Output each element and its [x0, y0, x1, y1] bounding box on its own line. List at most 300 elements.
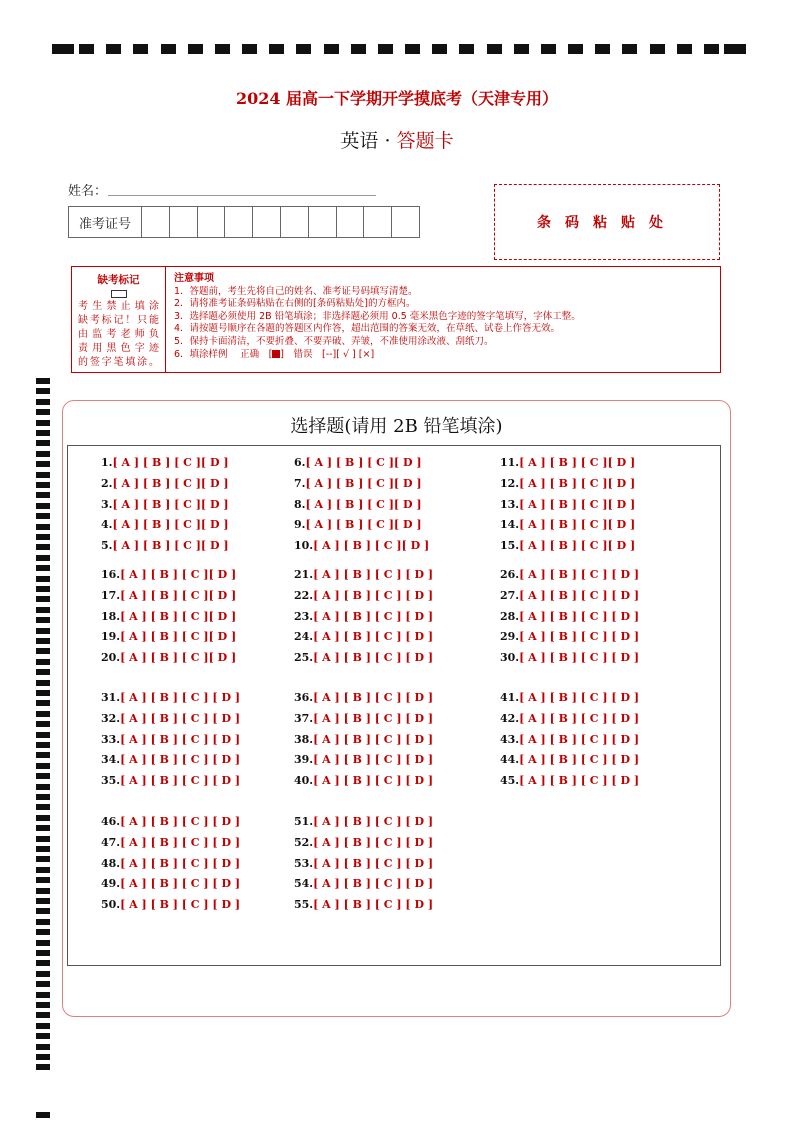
absent-heading: 缺考标记	[97, 274, 140, 286]
alignment-mark	[36, 409, 50, 415]
answer-options[interactable]: [ A ] [ B ] [ C ] [ D ]	[120, 774, 241, 788]
question-1[interactable]	[101, 456, 229, 469]
note-item-1: 1．答题前，考生先将自己的姓名、准考证号码填写清楚。	[174, 285, 418, 297]
alignment-mark	[36, 950, 50, 956]
question-number: 51.	[294, 815, 314, 828]
question-number: 16.	[101, 568, 121, 581]
question-number: 3.	[101, 497, 113, 511]
notes-panel	[166, 267, 720, 372]
question-45[interactable]	[500, 774, 639, 787]
question-22[interactable]	[294, 589, 433, 602]
exam-id-cell[interactable]	[225, 207, 253, 237]
alignment-mark	[36, 1064, 50, 1070]
alignment-mark	[36, 721, 50, 727]
card-label: 答题卡	[396, 130, 454, 152]
exam-id-cell[interactable]	[337, 207, 365, 237]
alignment-mark	[568, 44, 583, 54]
answer-options[interactable]: [ A ] [ B ] [ C ] [ D ]	[519, 651, 640, 665]
exam-id-cell[interactable]	[170, 207, 198, 237]
answer-options[interactable]: [ A ] [ B ] [ C ][ D ]	[313, 539, 430, 553]
question-46[interactable]	[101, 815, 240, 828]
question-35[interactable]	[101, 774, 240, 787]
alignment-mark	[36, 1054, 50, 1060]
answer-options[interactable]: [ A ] [ B ] [ C ][ D ]	[305, 476, 422, 490]
answer-options[interactable]: [ A ] [ B ] [ C ][ D ]	[519, 497, 636, 511]
question-number: 23.	[294, 609, 314, 623]
alignment-mark	[595, 44, 610, 54]
question-18[interactable]	[101, 610, 236, 623]
question-42[interactable]	[500, 712, 639, 725]
question-number: 21.	[294, 568, 314, 581]
choice-answer-grid	[67, 445, 721, 966]
alignment-mark	[36, 607, 50, 613]
question-number: 27.	[500, 588, 520, 602]
alignment-mark	[36, 856, 50, 862]
question-32[interactable]	[101, 712, 240, 725]
answer-options[interactable]: [ A ] [ B ] [ C ][ D ]	[120, 588, 237, 602]
answer-options[interactable]: [ A ] [ B ] [ C ] [ D ]	[519, 732, 640, 746]
alignment-mark	[36, 815, 50, 821]
alignment-mark	[36, 565, 50, 571]
question-number: 1.	[101, 456, 113, 469]
question-40[interactable]	[294, 774, 433, 787]
alignment-mark	[36, 482, 50, 488]
exam-id-cells	[142, 207, 419, 237]
question-number: 9.	[294, 518, 306, 532]
question-number: 13.	[500, 497, 520, 511]
answer-options[interactable]: [ A ] [ B ] [ C ][ D ]	[120, 568, 237, 581]
alignment-mark	[36, 929, 50, 935]
answer-options[interactable]: [ A ] [ B ] [ C ] [ D ]	[519, 774, 640, 788]
answer-options[interactable]: [ A ] [ B ] [ C ][ D ]	[112, 456, 229, 469]
alignment-mark	[36, 461, 50, 467]
question-number: 10.	[294, 539, 314, 553]
answer-options[interactable]: [ A ] [ B ] [ C ] [ D ]	[120, 732, 241, 746]
alignment-mark	[36, 794, 50, 800]
alignment-mark	[36, 628, 50, 634]
absent-mark-panel	[72, 267, 166, 372]
absent-desc-3: 由监考老师负	[78, 329, 159, 340]
question-19[interactable]	[101, 630, 236, 643]
question-number: 49.	[101, 877, 121, 891]
question-number: 5.	[101, 539, 113, 553]
question-21[interactable]	[294, 568, 433, 581]
question-50[interactable]	[101, 898, 240, 911]
answer-options[interactable]: [ A ] [ B ] [ C ] [ D ]	[120, 898, 241, 912]
card-subtitle	[0, 126, 794, 153]
question-38[interactable]	[294, 733, 433, 746]
answer-options[interactable]: [ A ] [ B ] [ C ] [ D ]	[519, 711, 640, 725]
answer-options[interactable]: [ A ] [ B ] [ C ] [ D ]	[120, 753, 241, 767]
note-item-2: 2．请将准考证条码粘贴在右侧的[条码粘贴处]的方框内。	[174, 298, 416, 310]
question-number: 28.	[500, 609, 520, 623]
alignment-mark	[724, 44, 746, 54]
absent-desc-5: 的签字笔填涂。	[78, 357, 159, 368]
question-28[interactable]	[500, 610, 639, 623]
answer-options[interactable]: [ A ] [ B ] [ C ][ D ]	[519, 476, 636, 490]
answer-options[interactable]: [ A ] [ B ] [ C ][ D ]	[112, 476, 229, 490]
alignment-mark	[36, 576, 50, 582]
question-number: 2.	[101, 476, 113, 490]
top-alignment-marks	[52, 44, 746, 56]
alignment-mark	[459, 44, 474, 54]
subtitle-separator: ·	[384, 130, 391, 152]
question-36[interactable]	[294, 691, 433, 704]
alignment-mark	[36, 888, 50, 894]
question-30[interactable]	[500, 651, 639, 664]
question-number: 50.	[101, 898, 121, 912]
alignment-mark	[36, 836, 50, 842]
question-29[interactable]	[500, 630, 639, 643]
question-number: 39.	[294, 753, 314, 767]
exam-id-cell[interactable]	[198, 207, 226, 237]
alignment-mark	[215, 44, 230, 54]
answer-options[interactable]: [ A ] [ B ] [ C ] [ D ]	[313, 835, 434, 849]
answer-options[interactable]: [ A ] [ B ] [ C ][ D ]	[305, 456, 422, 469]
answer-options[interactable]: [ A ] [ B ] [ C ][ D ]	[112, 539, 229, 553]
answer-options[interactable]: [ A ] [ B ] [ C ] [ D ]	[519, 753, 640, 767]
alignment-mark	[36, 638, 50, 644]
alignment-mark	[36, 784, 50, 790]
alignment-mark	[36, 378, 50, 384]
alignment-mark	[677, 44, 692, 54]
answer-options[interactable]: [ A ] [ B ] [ C ] [ D ]	[519, 588, 640, 602]
question-number: 11.	[500, 456, 520, 469]
alignment-mark	[36, 669, 50, 675]
question-27[interactable]	[500, 589, 639, 602]
answer-options[interactable]: [ A ] [ B ] [ C ] [ D ]	[120, 856, 241, 870]
alignment-mark	[36, 659, 50, 665]
alignment-mark	[36, 992, 50, 998]
question-13[interactable]	[500, 498, 635, 511]
alignment-mark	[36, 960, 50, 966]
question-41[interactable]	[500, 691, 639, 704]
alignment-mark	[704, 44, 719, 54]
exam-id-cell[interactable]	[281, 207, 309, 237]
question-number: 22.	[294, 588, 314, 602]
answer-options[interactable]: [ A ] [ B ] [ C ] [ D ]	[313, 898, 434, 912]
answer-options[interactable]: [ A ] [ B ] [ C ] [ D ]	[313, 691, 434, 704]
question-number: 48.	[101, 856, 121, 870]
question-number: 55.	[294, 898, 314, 912]
barcode-area: 条码粘贴处	[494, 184, 720, 260]
answer-options[interactable]: [ A ] [ B ] [ C ][ D ]	[519, 518, 636, 532]
question-39[interactable]	[294, 753, 433, 766]
alignment-mark	[36, 555, 50, 561]
question-number: 42.	[500, 711, 520, 725]
question-number: 53.	[294, 856, 314, 870]
note-item-4: 4．请按题号顺序在各题的答题区内作答，超出范围的答案无效，在草纸、试卷上作答无效。	[174, 323, 561, 335]
question-24[interactable]	[294, 630, 433, 643]
name-label: 姓名：	[68, 184, 108, 199]
question-number: 14.	[500, 518, 520, 532]
question-23[interactable]	[294, 610, 433, 623]
alignment-mark	[36, 971, 50, 977]
alignment-mark	[36, 711, 50, 717]
alignment-mark	[36, 877, 50, 883]
question-number: 17.	[101, 588, 121, 602]
answer-options[interactable]: [ A ] [ B ] [ C ] [ D ]	[120, 815, 241, 828]
answer-options[interactable]: [ A ] [ B ] [ C ][ D ]	[120, 630, 237, 644]
subject-label: 英语	[340, 130, 379, 152]
alignment-mark	[622, 44, 637, 54]
alignment-mark	[36, 763, 50, 769]
question-number: 54.	[294, 877, 314, 891]
question-51[interactable]	[294, 815, 433, 828]
alignment-mark	[36, 742, 50, 748]
answer-options[interactable]: [ A ] [ B ] [ C ] [ D ]	[313, 753, 434, 767]
question-number: 4.	[101, 518, 113, 532]
question-number: 12.	[500, 476, 520, 490]
question-52[interactable]	[294, 836, 433, 849]
alignment-mark	[36, 1033, 50, 1039]
question-number: 41.	[500, 691, 520, 704]
alignment-mark	[514, 44, 529, 54]
question-number: 29.	[500, 630, 520, 644]
alignment-mark	[36, 825, 50, 831]
question-number: 30.	[500, 651, 520, 665]
question-54[interactable]	[294, 877, 433, 890]
exam-id-cell[interactable]	[364, 207, 392, 237]
exam-id-cell[interactable]	[392, 207, 419, 237]
question-number: 35.	[101, 774, 121, 788]
question-number: 40.	[294, 774, 314, 788]
question-number: 26.	[500, 568, 520, 581]
question-number: 43.	[500, 732, 520, 746]
answer-options[interactable]: [ A ] [ B ] [ C ] [ D ]	[120, 691, 241, 704]
alignment-mark	[36, 648, 50, 654]
question-44[interactable]	[500, 753, 639, 766]
answer-options[interactable]: [ A ] [ B ] [ C ] [ D ]	[313, 856, 434, 870]
question-34[interactable]	[101, 753, 240, 766]
alignment-mark	[52, 44, 74, 54]
alignment-mark	[351, 44, 366, 54]
alignment-mark	[36, 752, 50, 758]
question-number: 37.	[294, 711, 314, 725]
alignment-mark	[432, 44, 447, 54]
question-number: 52.	[294, 835, 314, 849]
alignment-mark	[36, 1023, 50, 1029]
answer-options[interactable]: [ A ] [ B ] [ C ] [ D ]	[120, 711, 241, 725]
alignment-mark	[36, 1044, 50, 1050]
absent-desc-1: 考生禁止填涂	[78, 301, 159, 312]
question-16[interactable]	[101, 568, 236, 581]
answer-options[interactable]: [ A ] [ B ] [ C ] [ D ]	[313, 732, 434, 746]
question-number: 15.	[500, 539, 520, 553]
question-number: 38.	[294, 732, 314, 746]
alignment-mark	[405, 44, 420, 54]
alignment-mark	[36, 981, 50, 987]
question-number: 45.	[500, 774, 520, 788]
question-37[interactable]	[294, 712, 433, 725]
answer-options[interactable]: [ A ] [ B ] [ C ] [ D ]	[313, 568, 434, 581]
exam-title: 2024 届高一下学期开学摸底考（天津专用）	[235, 89, 559, 108]
question-6[interactable]	[294, 456, 422, 469]
alignment-mark	[36, 399, 50, 405]
question-number: 7.	[294, 476, 306, 490]
answer-options[interactable]: [ A ] [ B ] [ C ] [ D ]	[313, 877, 434, 891]
question-number: 8.	[294, 497, 306, 511]
question-5[interactable]	[101, 539, 229, 552]
question-49[interactable]	[101, 877, 240, 890]
example-prefix: 6．填涂样例 正确 [	[174, 348, 273, 360]
alignment-mark	[36, 898, 50, 904]
answer-options[interactable]: [ A ] [ B ] [ C ] [ D ]	[519, 630, 640, 644]
question-55[interactable]	[294, 898, 433, 911]
question-33[interactable]	[101, 733, 240, 746]
alignment-mark	[36, 451, 50, 457]
alignment-mark	[36, 586, 50, 592]
alignment-mark	[36, 492, 50, 498]
answer-options[interactable]: [ A ] [ B ] [ C ][ D ]	[120, 651, 237, 665]
question-number: 36.	[294, 691, 314, 704]
alignment-mark	[36, 472, 50, 478]
note-item-3: 3．选择题必须使用 2B 铅笔填涂；非选择题必须用 0.5 毫米黑色字迹的签字笔填写，字体工整。	[174, 310, 581, 322]
alignment-mark	[188, 44, 203, 54]
alignment-mark	[242, 44, 257, 54]
left-alignment-marks	[36, 378, 50, 1118]
alignment-mark	[36, 732, 50, 738]
exam-id-cell[interactable]	[309, 207, 337, 237]
question-10[interactable]	[294, 539, 429, 552]
alignment-mark	[36, 1112, 50, 1118]
alignment-mark	[269, 44, 284, 54]
exam-id-label: 准考证号	[69, 207, 142, 237]
question-12[interactable]	[500, 477, 635, 490]
alignment-mark	[36, 1002, 50, 1008]
alignment-mark	[36, 430, 50, 436]
question-26[interactable]	[500, 568, 639, 581]
alignment-mark	[324, 44, 339, 54]
notes-heading: 注意事项	[174, 273, 214, 284]
alignment-mark	[79, 44, 94, 54]
question-11[interactable]	[500, 456, 635, 469]
absent-mark-checkbox[interactable]	[111, 290, 127, 298]
question-number: 19.	[101, 630, 121, 644]
question-47[interactable]	[101, 836, 240, 849]
question-number: 46.	[101, 815, 121, 828]
question-number: 32.	[101, 711, 121, 725]
alignment-mark	[36, 388, 50, 394]
question-number: 6.	[294, 456, 306, 469]
example-middle: ] 错误 [--][ √ ] [×]	[280, 348, 375, 360]
answer-options[interactable]: [ A ] [ B ] [ C ][ D ]	[519, 539, 636, 553]
answer-options[interactable]: [ A ] [ B ] [ C ] [ D ]	[120, 835, 241, 849]
question-43[interactable]	[500, 733, 639, 746]
question-number: 47.	[101, 835, 121, 849]
question-number: 31.	[101, 691, 121, 704]
question-15[interactable]	[500, 539, 635, 552]
question-number: 24.	[294, 630, 314, 644]
answer-options[interactable]: [ A ] [ B ] [ C ] [ D ]	[313, 588, 434, 602]
absent-desc-2: 缺考标记！只能	[78, 315, 159, 326]
question-14[interactable]	[500, 518, 635, 531]
question-7[interactable]	[294, 477, 422, 490]
answer-options[interactable]: [ A ] [ B ] [ C ] [ D ]	[519, 568, 640, 581]
question-number: 44.	[500, 753, 520, 767]
note-item-5: 5．保持卡面清洁，不要折叠、不要弄破、弄皱，不准使用涂改液、刮纸刀。	[174, 335, 494, 347]
answer-options[interactable]: [ A ] [ B ] [ C ] [ D ]	[519, 691, 640, 704]
question-number: 25.	[294, 651, 314, 665]
question-number: 33.	[101, 732, 121, 746]
question-25[interactable]	[294, 651, 433, 664]
alignment-mark	[36, 690, 50, 696]
answer-options[interactable]: [ A ] [ B ] [ C ] [ D ]	[120, 877, 241, 891]
alignment-mark	[36, 680, 50, 686]
answer-options[interactable]: [ A ] [ B ] [ C ] [ D ]	[313, 711, 434, 725]
alignment-mark	[161, 44, 176, 54]
question-4[interactable]	[101, 518, 229, 531]
question-9[interactable]	[294, 518, 422, 531]
alignment-mark	[541, 44, 556, 54]
question-3[interactable]	[101, 498, 229, 511]
question-31[interactable]	[101, 691, 240, 704]
alignment-mark	[487, 44, 502, 54]
answer-options[interactable]: [ A ] [ B ] [ C ][ D ]	[112, 497, 229, 511]
alignment-mark	[133, 44, 148, 54]
alignment-mark	[36, 513, 50, 519]
question-20[interactable]	[101, 651, 236, 664]
answer-options[interactable]: [ A ] [ B ] [ C ] [ D ]	[313, 651, 434, 665]
note-item-6	[174, 349, 712, 362]
alignment-mark	[296, 44, 311, 54]
question-number: 34.	[101, 753, 121, 767]
alignment-mark	[36, 940, 50, 946]
alignment-mark	[36, 908, 50, 914]
alignment-mark	[650, 44, 665, 54]
answer-options[interactable]: [ A ] [ B ] [ C ] [ D ]	[313, 774, 434, 788]
answer-options[interactable]: [ A ] [ B ] [ C ] [ D ]	[519, 609, 640, 623]
alignment-mark	[36, 919, 50, 925]
alignment-mark	[36, 534, 50, 540]
choice-title: 选择题(请用 2B 铅笔填涂)	[290, 416, 503, 437]
answer-options[interactable]: [ A ] [ B ] [ C ][ D ]	[112, 518, 229, 532]
question-2[interactable]	[101, 477, 229, 490]
alignment-mark	[36, 524, 50, 530]
answer-options[interactable]: [ A ] [ B ] [ C ][ D ]	[305, 518, 422, 532]
alignment-mark	[36, 1012, 50, 1018]
alignment-mark	[36, 420, 50, 426]
alignment-mark	[36, 804, 50, 810]
alignment-mark	[36, 596, 50, 602]
alignment-mark	[36, 773, 50, 779]
question-53[interactable]	[294, 857, 433, 870]
question-number: 20.	[101, 651, 121, 665]
notes-box	[71, 266, 721, 373]
alignment-mark	[36, 846, 50, 852]
name-input-line[interactable]	[108, 195, 376, 196]
exam-id-cell[interactable]	[253, 207, 281, 237]
question-number: 18.	[101, 609, 121, 623]
alignment-mark	[36, 867, 50, 873]
absent-desc-4: 责用黑色字迹	[78, 343, 159, 354]
alignment-mark	[36, 544, 50, 550]
alignment-mark	[36, 700, 50, 706]
question-8[interactable]	[294, 498, 422, 511]
answer-options[interactable]: [ A ] [ B ] [ C ][ D ]	[519, 456, 636, 469]
answer-options[interactable]: [ A ] [ B ] [ C ] [ D ]	[313, 609, 434, 623]
question-48[interactable]	[101, 857, 240, 870]
exam-id-box	[68, 206, 420, 238]
answer-options[interactable]: [ A ] [ B ] [ C ] [ D ]	[313, 630, 434, 644]
exam-id-cell[interactable]	[142, 207, 170, 237]
alignment-mark	[36, 503, 50, 509]
alignment-mark	[106, 44, 121, 54]
question-17[interactable]	[101, 589, 236, 602]
answer-options[interactable]: [ A ] [ B ] [ C ][ D ]	[305, 497, 422, 511]
answer-options[interactable]: [ A ] [ B ] [ C ][ D ]	[120, 609, 237, 623]
answer-options[interactable]: [ A ] [ B ] [ C ] [ D ]	[313, 815, 434, 828]
